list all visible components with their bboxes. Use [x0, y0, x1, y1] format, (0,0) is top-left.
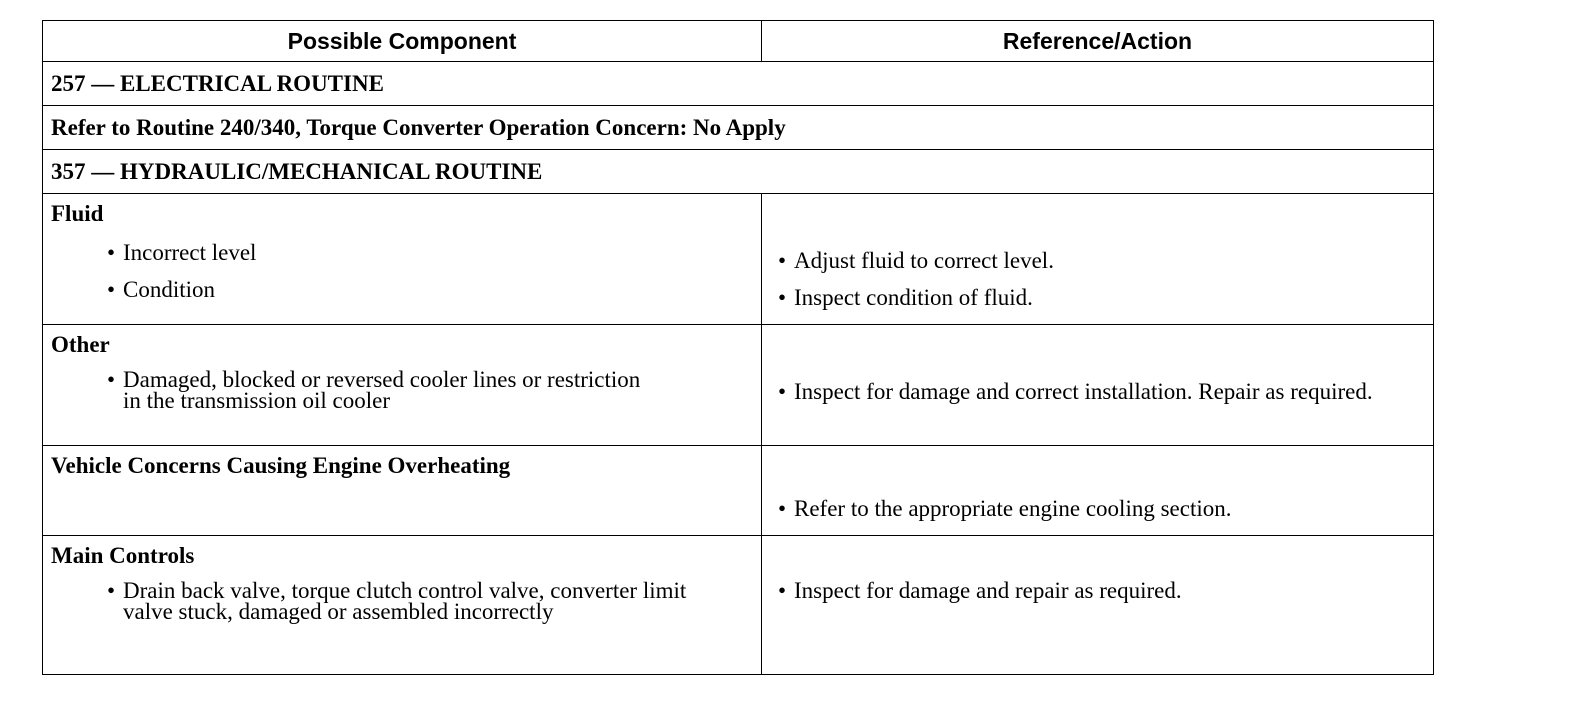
group-title-fluid: Fluid: [51, 201, 104, 226]
bullet-icon: •: [107, 367, 116, 392]
action-text: Adjust fluid to correct level.: [794, 248, 1054, 273]
table-row-main-controls: [43, 536, 1433, 674]
action-cell-vehicle-concerns: [762, 446, 1433, 535]
action-cell-fluid: [762, 194, 1433, 324]
action-text: Refer to the appropriate engine cooling section.: [794, 496, 1232, 521]
bullet-icon: •: [107, 277, 116, 302]
group-title-other: Other: [51, 332, 110, 357]
component-cell-fluid: [43, 194, 762, 324]
action-text: Inspect for damage and repair as required.: [794, 578, 1182, 603]
list-item: [107, 369, 647, 411]
table-row-fluid: [43, 194, 1433, 325]
list-item: [778, 381, 1425, 402]
list-item: [778, 250, 1425, 271]
bullet-icon: •: [778, 248, 787, 273]
action-text: Inspect condition of fluid.: [794, 285, 1033, 310]
section-title-hydraulic: 357 — HYDRAULIC/MECHANICAL ROUTINE: [51, 159, 543, 184]
group-title-main-controls: Main Controls: [51, 543, 195, 568]
column-header-possible-component: Possible Component: [43, 21, 762, 61]
bullet-icon: •: [778, 285, 787, 310]
action-text: Inspect for damage and correct installation. Repair as required.: [794, 379, 1373, 404]
table-row-vehicle-concerns: [43, 446, 1433, 536]
list-item: [107, 580, 697, 622]
component-text: Incorrect level: [123, 240, 257, 265]
component-cell-other: [43, 325, 762, 445]
bullet-icon: •: [107, 578, 116, 603]
bullet-icon: •: [778, 496, 787, 521]
section-row-hydraulic: [43, 150, 1433, 194]
section-row-refer: [43, 106, 1433, 150]
group-title-vehicle-concerns: Vehicle Concerns Causing Engine Overheating: [51, 453, 511, 478]
section-title-electrical: 257 — ELECTRICAL ROUTINE: [51, 71, 384, 96]
bullet-icon: •: [107, 240, 116, 265]
component-text: Condition: [123, 277, 216, 302]
list-item: [778, 498, 1425, 519]
action-cell-other: [762, 325, 1433, 445]
component-cell-vehicle-concerns: [43, 446, 762, 535]
bullet-icon: •: [778, 379, 787, 404]
diagnosis-table: [42, 20, 1434, 675]
bullet-icon: •: [778, 578, 787, 603]
component-cell-main-controls: [43, 536, 762, 674]
section-title-refer: Refer to Routine 240/340, Torque Converter Operation Concern: No Apply: [51, 115, 786, 140]
action-cell-main-controls: [762, 536, 1433, 674]
list-item: [107, 279, 753, 300]
section-row-electrical: [43, 62, 1433, 106]
column-header-reference-action: Reference/Action: [1002, 28, 1193, 54]
component-text: Drain back valve, torque clutch control valve, converter limit valve stuck, damaged or assembled incorrectly: [123, 578, 687, 624]
list-item: [778, 287, 1425, 308]
list-item: [778, 580, 1425, 601]
list-item: [107, 242, 753, 263]
table-row-other: [43, 325, 1433, 446]
component-text: Damaged, blocked or reversed cooler lines or restriction in the transmission oil cooler: [123, 367, 641, 413]
table-header-row: [43, 21, 1433, 62]
